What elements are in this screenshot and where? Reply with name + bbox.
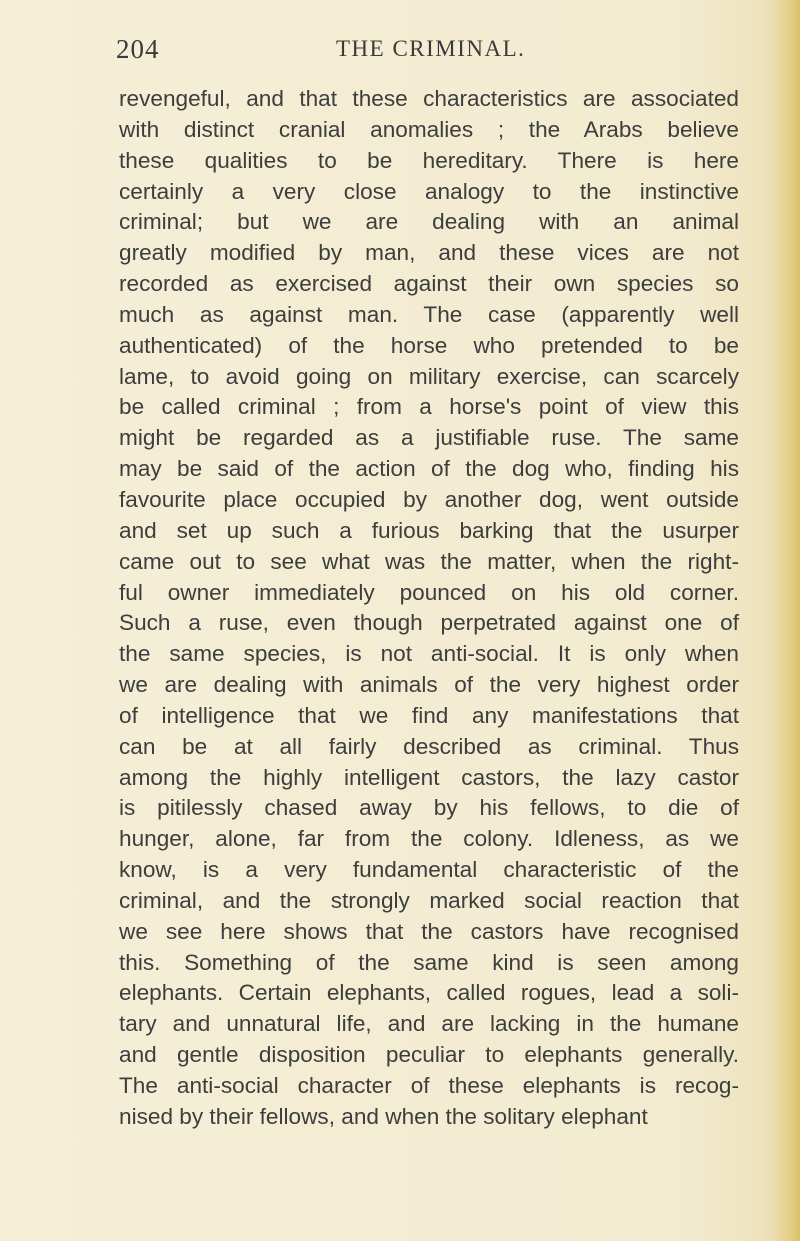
text-line: of intelligence that we find any manifestations that [119,702,739,728]
text-line: know, is a very fundamental characteristic of the [119,857,739,883]
text-line: criminal; but we are dealing with an animal [119,209,739,235]
text-line: this. Something of the same kind is seen among [119,949,739,975]
text-line: and set up such a furious barking that the usurper [119,517,739,543]
text-line: elephants. Certain elephants, called rogues, lead a soli- [119,980,739,1006]
text-line: the same species, is not anti-social. It is only when [119,641,739,667]
text-line: nised by their fellows, and when the solitary elephant [119,1103,648,1129]
text-line: may be said of the action of the dog who, finding his [119,456,739,482]
text-line: greatly modified by man, and these vices are not [119,240,739,266]
text-line: recorded as exercised against their own species so [119,271,739,297]
page-number: 204 [116,34,160,64]
page-edge-shading [774,0,800,1241]
text-line: with distinct cranial anomalies ; the Arabs believe [119,116,739,142]
text-line: and gentle disposition peculiar to elephants generally. [119,1042,739,1068]
text-line: Such a ruse, even though perpetrated against one of [119,610,739,636]
text-line: revengeful, and that these characteristics are associated [119,86,739,111]
text-line: these qualities to be hereditary. There is here [119,147,739,173]
text-line: came out to see what was the matter, when the right- [119,548,739,574]
text-line: The anti-social character of these elephants is recog- [119,1073,739,1098]
running-head: THE CRIMINAL. [336,36,526,61]
text-line: can be at all fairly described as criminal. Thus [119,733,739,759]
text-line: ful owner immediately pounced on his old corner. [119,579,739,605]
text-line: authenticated) of the horse who pretended to be [119,332,739,358]
text-line: we see here shows that the castors have recognised [119,918,739,944]
text-line: might be regarded as a justifiable ruse. The same [119,425,739,451]
body-text [119,84,739,1133]
text-line: is pitilessly chased away by his fellows, to die of [119,795,739,821]
text-line: lame, to avoid going on military exercise, can scarcely [119,363,739,389]
text-line: favourite place occupied by another dog, went outside [119,486,739,512]
text-line: much as against man. The case (apparently well [119,301,739,327]
text-line: criminal, and the strongly marked social reaction that [119,887,739,913]
text-line: be called criminal ; from a horse's point of view this [119,394,739,420]
text-line: we are dealing with animals of the very highest order [119,672,739,698]
page-header [116,34,738,74]
text-line: among the highly intelligent castors, the lazy castor [119,764,739,790]
text-line: certainly a very close analogy to the instinctive [119,178,739,204]
text-line: tary and unnatural life, and are lacking in the humane [119,1011,739,1037]
text-line: hunger, alone, far from the colony. Idleness, as we [119,826,739,852]
